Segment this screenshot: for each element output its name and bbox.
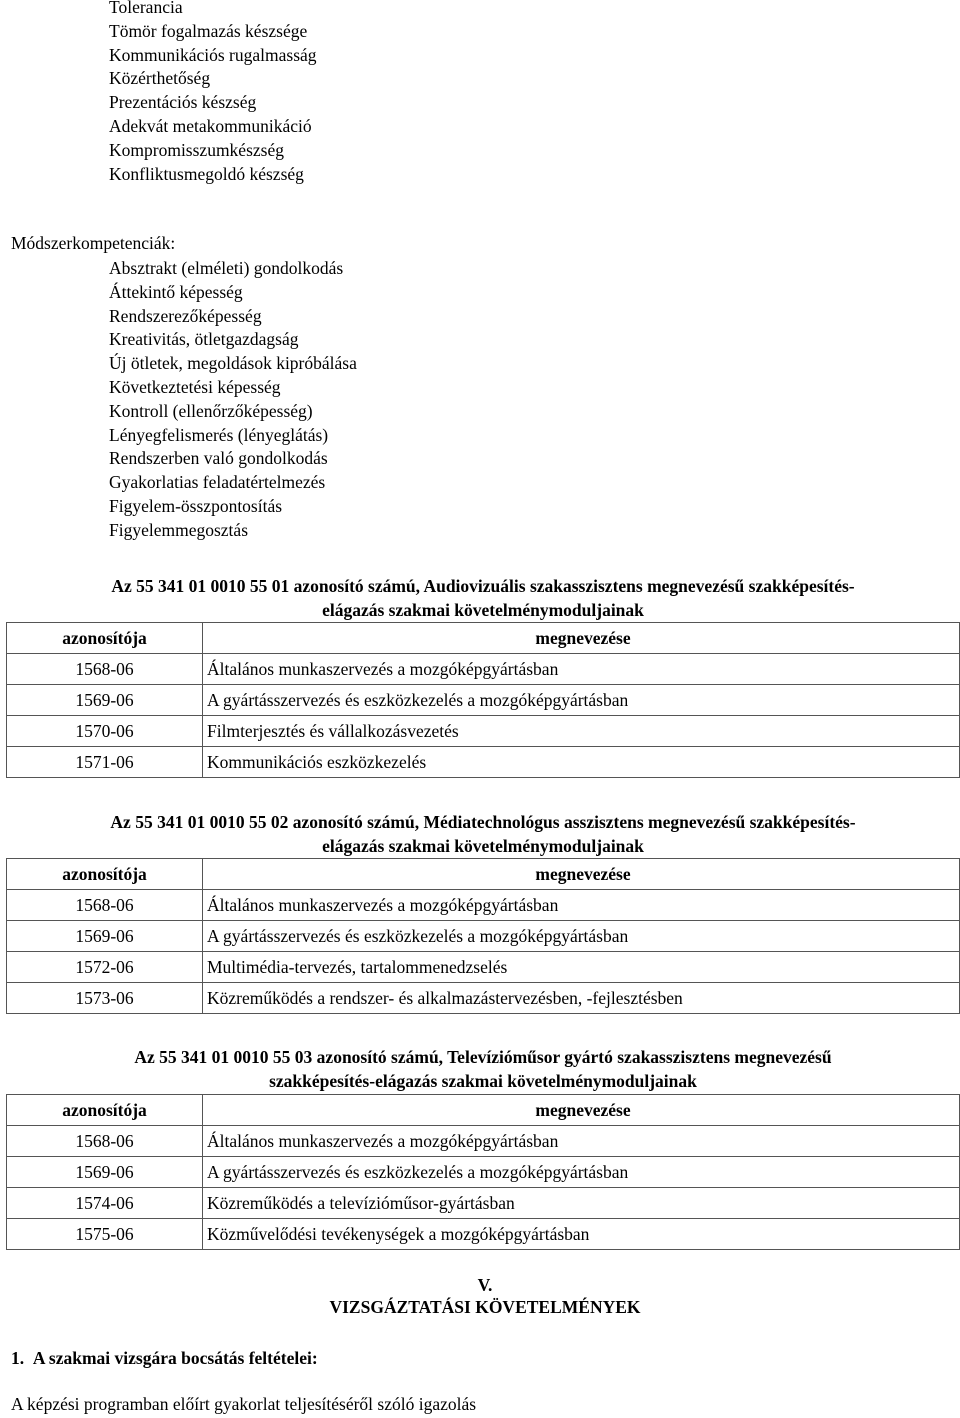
column-header-code: azonosítója xyxy=(7,859,203,890)
table-heading-2 xyxy=(6,810,960,858)
module-code: 1569-06 xyxy=(7,685,203,716)
module-name: Általános munkaszervezés a mozgóképgyártásban xyxy=(203,890,960,921)
module-code: 1574-06 xyxy=(7,1188,203,1219)
table-row xyxy=(7,716,960,747)
table-header-row xyxy=(7,859,960,890)
module-name: Közművelődési tevékenységek a mozgóképgyártásban xyxy=(203,1219,960,1250)
table-row xyxy=(7,1126,960,1157)
list-item: Új ötletek, megoldások kipróbálása xyxy=(109,353,357,374)
column-header-code: azonosítója xyxy=(7,623,203,654)
module-code: 1568-06 xyxy=(7,654,203,685)
module-name: Általános munkaszervezés a mozgóképgyártásban xyxy=(203,654,960,685)
list-item: Következtetési képesség xyxy=(109,376,281,397)
table-heading-3 xyxy=(6,1045,960,1093)
table-row xyxy=(7,890,960,921)
module-code: 1568-06 xyxy=(7,890,203,921)
list-item: Absztrakt (elméleti) gondolkodás xyxy=(109,258,344,278)
section-text: A képzési programban előírt gyakorlat teljesítéséről szóló igazolás xyxy=(11,1394,477,1414)
table-header-row xyxy=(7,1095,960,1126)
table-row xyxy=(7,654,960,685)
list-item: Prezentációs készség xyxy=(109,92,257,113)
list-item: Adekvát metakommunikáció xyxy=(109,115,312,136)
heading-line: Az 55 341 01 0010 55 03 azonosító számú, Televízióműsor gyártó szakasszisztens megnevezésű xyxy=(134,1047,832,1067)
module-name: A gyártásszervezés és eszközkezelés a mozgóképgyártásban xyxy=(203,685,960,716)
module-code: 1568-06 xyxy=(7,1126,203,1157)
table-row xyxy=(7,1188,960,1219)
list-item: Kontroll (ellenőrzőképesség) xyxy=(109,400,313,421)
table-row xyxy=(7,1219,960,1250)
list-item: Konfliktusmegoldó készség xyxy=(109,163,304,184)
module-table-3 xyxy=(6,1094,960,1250)
list-item: Közérthetőség xyxy=(109,68,211,89)
chapter-heading xyxy=(0,1274,960,1318)
module-name: Kommunikációs eszközkezelés xyxy=(203,747,960,778)
table-row xyxy=(7,921,960,952)
list-item: Kommunikációs rugalmasság xyxy=(109,44,317,65)
column-header-code: azonosítója xyxy=(7,1095,203,1126)
section-number: 1. xyxy=(11,1348,25,1368)
module-name: Közreműködés a rendszer- és alkalmazástervezésben, -fejlesztésben xyxy=(203,983,960,1014)
module-name: Közreműködés a televízióműsor-gyártásban xyxy=(203,1188,960,1219)
table-row xyxy=(7,1157,960,1188)
method-competencies-label: Módszerkompetenciák: xyxy=(11,233,176,253)
module-table-2 xyxy=(6,858,960,1014)
module-code: 1573-06 xyxy=(7,983,203,1014)
table-header-row xyxy=(7,623,960,654)
chapter-title: VIZSGÁZTATÁSI KÖVETELMÉNYEK xyxy=(329,1297,641,1317)
module-table-1 xyxy=(6,622,960,778)
list-item: Rendszerezőképesség xyxy=(109,305,262,326)
table-row xyxy=(7,685,960,716)
heading-line: Az 55 341 01 0010 55 01 azonosító számú, Audiovizuális szakasszisztens megnevezésű szakképesítés- xyxy=(111,576,855,596)
module-name: Multimédia-tervezés, tartalommenedzselés xyxy=(203,952,960,983)
competency-list-1 xyxy=(109,0,317,186)
module-code: 1570-06 xyxy=(7,716,203,747)
list-item: Tolerancia xyxy=(109,0,183,17)
table-heading-1 xyxy=(6,574,960,622)
list-item: Tömör fogalmazás készsége xyxy=(109,20,308,41)
list-item: Figyelem-összpontosítás xyxy=(109,495,283,516)
module-name: A gyártásszervezés és eszközkezelés a mozgóképgyártásban xyxy=(203,921,960,952)
heading-line: elágazás szakmai követelménymoduljainak xyxy=(322,836,644,856)
module-code: 1572-06 xyxy=(7,952,203,983)
competency-list-2 xyxy=(109,257,357,543)
module-name: Filmterjesztés és vállalkozásvezetés xyxy=(203,716,960,747)
column-header-name: megnevezése xyxy=(203,1095,960,1126)
table-row xyxy=(7,952,960,983)
section-title: A szakmai vizsgára bocsátás feltételei: xyxy=(32,1348,318,1368)
list-item: Lényegfelismerés (lényeglátás) xyxy=(109,424,329,445)
chapter-number: V. xyxy=(477,1275,493,1295)
table-row xyxy=(7,747,960,778)
table-row xyxy=(7,983,960,1014)
list-item: Kreativitás, ötletgazdagság xyxy=(109,329,299,350)
module-name: A gyártásszervezés és eszközkezelés a mozgóképgyártásban xyxy=(203,1157,960,1188)
list-item: Áttekintő képesség xyxy=(109,281,243,302)
list-item: Kompromisszumkészség xyxy=(109,139,284,160)
module-code: 1569-06 xyxy=(7,921,203,952)
column-header-name: megnevezése xyxy=(203,859,960,890)
heading-line: szakképesítés-elágazás szakmai követelménymoduljainak xyxy=(269,1071,697,1091)
column-header-name: megnevezése xyxy=(203,623,960,654)
section-heading xyxy=(11,1348,318,1369)
module-name: Általános munkaszervezés a mozgóképgyártásban xyxy=(203,1126,960,1157)
list-item: Figyelemmegosztás xyxy=(109,519,249,540)
module-code: 1575-06 xyxy=(7,1219,203,1250)
heading-line: elágazás szakmai követelménymoduljainak xyxy=(322,600,644,620)
list-item: Rendszerben való gondolkodás xyxy=(109,448,328,469)
module-code: 1571-06 xyxy=(7,747,203,778)
list-item: Gyakorlatias feladatértelmezés xyxy=(109,472,326,493)
module-code: 1569-06 xyxy=(7,1157,203,1188)
heading-line: Az 55 341 01 0010 55 02 azonosító számú, Médiatechnológus asszisztens megnevezésű szakképesítés- xyxy=(110,812,856,832)
